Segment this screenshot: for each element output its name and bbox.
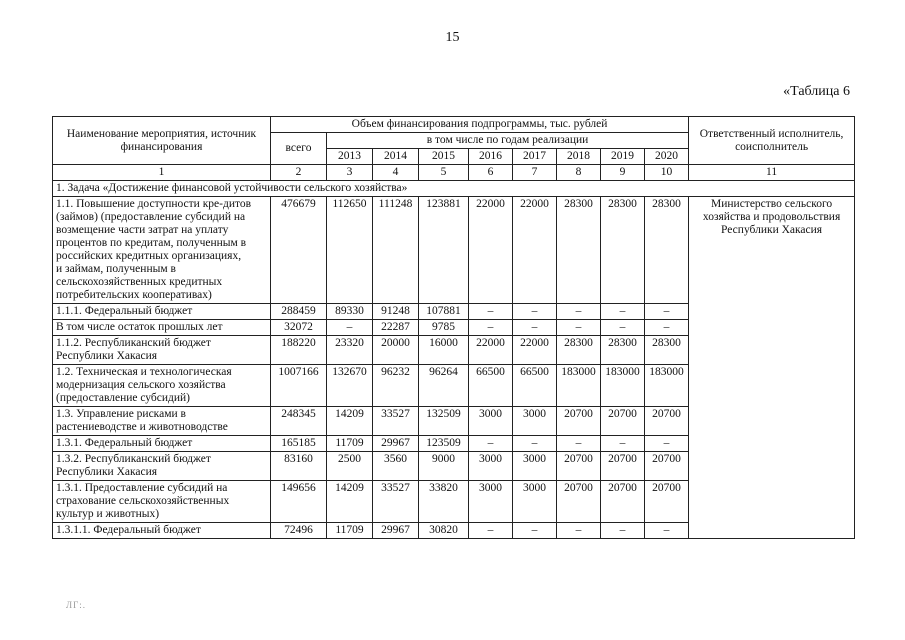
- row-total: 288459: [271, 304, 327, 320]
- year-header: 2019: [601, 149, 645, 165]
- row-year-value: 22000: [513, 197, 557, 304]
- row-year-value: 123881: [419, 197, 469, 304]
- row-year-value: 183000: [645, 365, 689, 407]
- row-year-value: 9785: [419, 320, 469, 336]
- row-name: 1.1.2. Республиканский бюджет Республики Хакасия: [53, 336, 271, 365]
- row-year-value: 3000: [513, 481, 557, 523]
- row-year-value: 20700: [557, 481, 601, 523]
- row-year-value: 111248: [373, 197, 419, 304]
- row-year-value: 29967: [373, 436, 419, 452]
- row-year-value: 28300: [557, 336, 601, 365]
- row-year-value: 123509: [419, 436, 469, 452]
- table-row: [53, 197, 855, 304]
- row-total: 72496: [271, 523, 327, 539]
- column-number: 7: [513, 165, 557, 181]
- row-year-value: 33527: [373, 407, 419, 436]
- row-year-value: 20700: [601, 452, 645, 481]
- row-year-value: –: [469, 304, 513, 320]
- row-year-value: 107881: [419, 304, 469, 320]
- row-year-value: 16000: [419, 336, 469, 365]
- row-total: 476679: [271, 197, 327, 304]
- row-year-value: 20700: [601, 481, 645, 523]
- row-year-value: –: [557, 436, 601, 452]
- row-year-value: –: [601, 320, 645, 336]
- column-number: 11: [689, 165, 855, 181]
- row-year-value: 28300: [601, 336, 645, 365]
- row-year-value: 20700: [645, 452, 689, 481]
- row-year-value: 28300: [557, 197, 601, 304]
- column-number: 6: [469, 165, 513, 181]
- header-volume: Объем финансирования подпрограммы, тыс. рублей: [271, 117, 689, 133]
- row-year-value: –: [513, 436, 557, 452]
- header-responsible: Ответственный исполнитель, соисполнитель: [689, 117, 855, 165]
- row-year-value: 28300: [601, 197, 645, 304]
- task-title: 1. Задача «Достижение финансовой устойчивости сельского хозяйства»: [53, 181, 855, 197]
- row-year-value: 20700: [601, 407, 645, 436]
- row-year-value: 9000: [419, 452, 469, 481]
- row-name: 1.2. Техническая и технологическая модернизация сельского хозяйства (предоставление субсидий): [53, 365, 271, 407]
- row-year-value: 3000: [513, 452, 557, 481]
- page-number: 15: [445, 30, 460, 45]
- year-header: 2017: [513, 149, 557, 165]
- row-year-value: 22287: [373, 320, 419, 336]
- row-year-value: 11709: [327, 523, 373, 539]
- row-year-value: –: [601, 523, 645, 539]
- task-row: [53, 181, 855, 197]
- row-year-value: –: [469, 436, 513, 452]
- row-total: 248345: [271, 407, 327, 436]
- row-year-value: 3000: [469, 481, 513, 523]
- row-name: 1.3.1. Федеральный бюджет: [53, 436, 271, 452]
- column-number: 8: [557, 165, 601, 181]
- row-year-value: –: [469, 320, 513, 336]
- row-year-value: 96264: [419, 365, 469, 407]
- year-header: 2016: [469, 149, 513, 165]
- row-year-value: 66500: [469, 365, 513, 407]
- row-year-value: –: [557, 304, 601, 320]
- row-year-value: –: [557, 320, 601, 336]
- row-year-value: 3000: [513, 407, 557, 436]
- row-name: 1.3.1.1. Федеральный бюджет: [53, 523, 271, 539]
- column-number: 4: [373, 165, 419, 181]
- row-year-value: 183000: [557, 365, 601, 407]
- row-year-value: 3000: [469, 452, 513, 481]
- row-year-value: 3560: [373, 452, 419, 481]
- column-number-row: [53, 165, 855, 181]
- row-year-value: 89330: [327, 304, 373, 320]
- row-name: В том числе остаток прошлых лет: [53, 320, 271, 336]
- row-year-value: 20000: [373, 336, 419, 365]
- row-year-value: –: [513, 304, 557, 320]
- header-by-years: в том числе по годам реализации: [327, 133, 689, 149]
- row-year-value: –: [601, 436, 645, 452]
- row-year-value: –: [645, 523, 689, 539]
- table-caption: «Таблица 6: [783, 84, 850, 99]
- header-name-col: Наименование мероприятия, источник финансирования: [53, 117, 271, 165]
- row-year-value: 22000: [513, 336, 557, 365]
- row-year-value: –: [645, 320, 689, 336]
- year-header: 2013: [327, 149, 373, 165]
- row-year-value: –: [327, 320, 373, 336]
- row-year-value: –: [513, 320, 557, 336]
- year-header: 2018: [557, 149, 601, 165]
- row-year-value: 14209: [327, 481, 373, 523]
- responsible-executor: Министерство сельского хозяйства и продовольствия Республики Хакасия: [689, 197, 855, 539]
- row-year-value: 30820: [419, 523, 469, 539]
- row-year-value: 20700: [557, 452, 601, 481]
- row-total: 32072: [271, 320, 327, 336]
- row-year-value: 28300: [645, 336, 689, 365]
- header-total: всего: [271, 133, 327, 165]
- column-number: 10: [645, 165, 689, 181]
- row-name: 1.3. Управление рисками в растениеводстве и животноводстве: [53, 407, 271, 436]
- column-number: 1: [53, 165, 271, 181]
- row-year-value: 2500: [327, 452, 373, 481]
- row-year-value: 112650: [327, 197, 373, 304]
- row-year-value: –: [601, 304, 645, 320]
- row-year-value: 20700: [645, 407, 689, 436]
- column-number: 3: [327, 165, 373, 181]
- row-total: 188220: [271, 336, 327, 365]
- year-header: 2020: [645, 149, 689, 165]
- row-year-value: 20700: [645, 481, 689, 523]
- row-name: 1.1. Повышение доступности кре-дитов (займов) (предоставление субсидий на возмещение части затрат на уплату процентов по кредитам, полученным в российских кредитных организациях, и займам, полученным в сельскохозяйственных кредитных потребительских кооперативах): [53, 197, 271, 304]
- row-total: 149656: [271, 481, 327, 523]
- row-year-value: 20700: [557, 407, 601, 436]
- row-year-value: 23320: [327, 336, 373, 365]
- row-year-value: –: [645, 304, 689, 320]
- row-year-value: 96232: [373, 365, 419, 407]
- row-year-value: 22000: [469, 197, 513, 304]
- row-year-value: 33527: [373, 481, 419, 523]
- row-year-value: –: [513, 523, 557, 539]
- footer-mark: ЛГ:.: [66, 600, 87, 610]
- row-name: 1.3.2. Республиканский бюджет Республики Хакасия: [53, 452, 271, 481]
- row-year-value: 22000: [469, 336, 513, 365]
- row-year-value: 33820: [419, 481, 469, 523]
- row-year-value: 132670: [327, 365, 373, 407]
- row-year-value: –: [645, 436, 689, 452]
- column-number: 2: [271, 165, 327, 181]
- row-year-value: 11709: [327, 436, 373, 452]
- financing-table: [52, 116, 855, 539]
- row-year-value: 66500: [513, 365, 557, 407]
- row-year-value: 29967: [373, 523, 419, 539]
- row-year-value: –: [557, 523, 601, 539]
- row-year-value: 3000: [469, 407, 513, 436]
- row-name: 1.1.1. Федеральный бюджет: [53, 304, 271, 320]
- row-total: 165185: [271, 436, 327, 452]
- column-number: 9: [601, 165, 645, 181]
- year-header: 2015: [419, 149, 469, 165]
- year-header: 2014: [373, 149, 419, 165]
- column-number: 5: [419, 165, 469, 181]
- row-year-value: 14209: [327, 407, 373, 436]
- row-total: 1007166: [271, 365, 327, 407]
- row-year-value: 132509: [419, 407, 469, 436]
- row-year-value: 91248: [373, 304, 419, 320]
- row-total: 83160: [271, 452, 327, 481]
- row-name: 1.3.1. Предоставление субсидий на страхование сельскохозяйственных культур и животных): [53, 481, 271, 523]
- row-year-value: 183000: [601, 365, 645, 407]
- header-row-1: [53, 117, 855, 133]
- row-year-value: –: [469, 523, 513, 539]
- row-year-value: 28300: [645, 197, 689, 304]
